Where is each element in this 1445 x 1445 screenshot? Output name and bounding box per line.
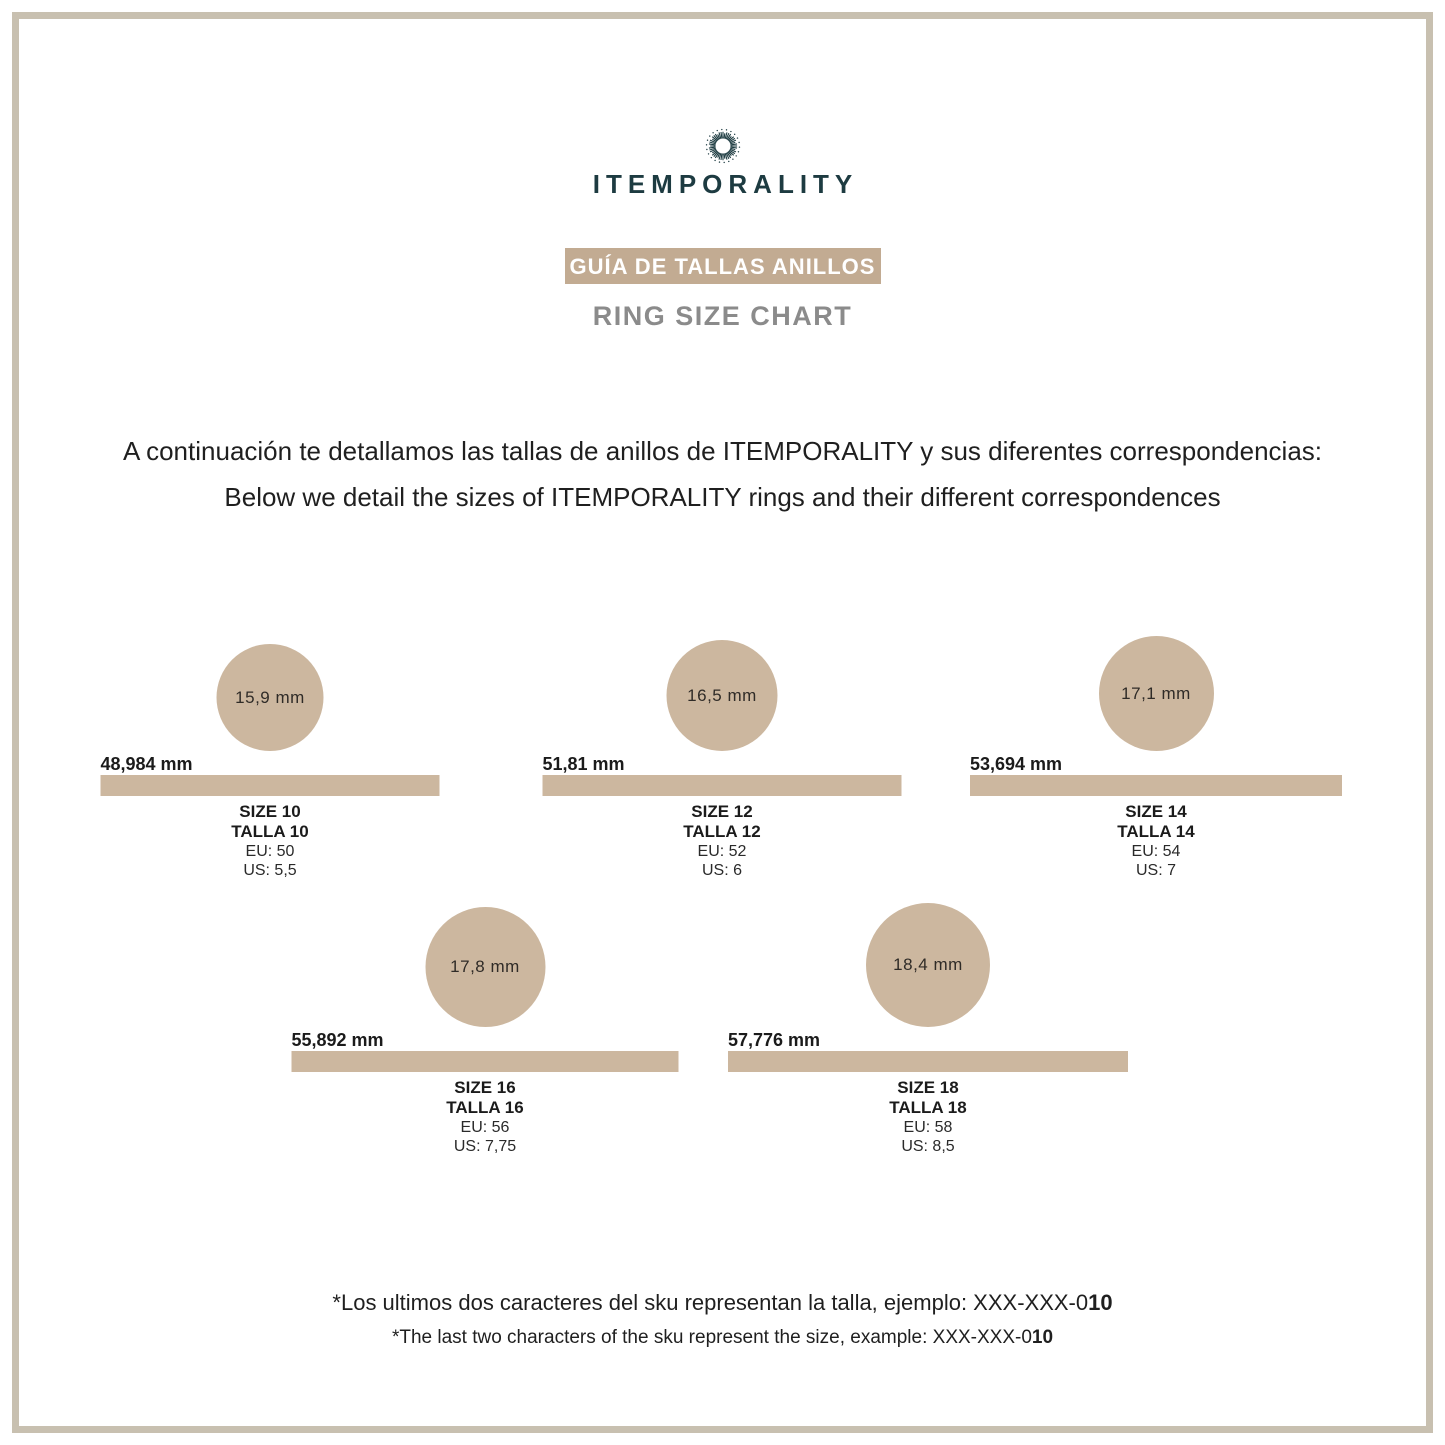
brand-starburst-icon [700, 123, 746, 169]
circumference-bar [970, 775, 1342, 796]
us-size-label: US: 7 [1135, 862, 1176, 879]
eu-size-label: EU: 50 [245, 843, 295, 860]
ring-diameter-circle [217, 644, 324, 751]
circumference-bar [543, 775, 902, 796]
size-es-label: TALLA 14 [1117, 822, 1195, 841]
intro-line-es: A continuación te detallamos las tallas de anillos de ITEMPORALITY y sus diferentes correspondencias: [122, 436, 1323, 466]
size-details [543, 802, 902, 880]
eu-size-label: EU: 54 [1131, 843, 1181, 860]
us-size-label: US: 5,5 [243, 862, 297, 879]
circle-zone [728, 899, 1128, 1027]
size-details [728, 1078, 1128, 1156]
size-en-label: SIZE 10 [239, 802, 301, 821]
ring-diameter-circle [1099, 636, 1214, 751]
page-title: RING SIZE CHART [592, 301, 853, 331]
size-en-label: SIZE 12 [691, 802, 753, 821]
size-es-label: TALLA 16 [446, 1098, 524, 1117]
ring-diameter-circle [425, 907, 545, 1027]
eu-size-label: EU: 58 [903, 1119, 953, 1136]
size-en-label: SIZE 16 [454, 1078, 516, 1097]
circle-zone [292, 899, 679, 1027]
size-entry-14 [970, 639, 1342, 880]
circle-zone [101, 639, 440, 751]
us-size-label: US: 7,75 [453, 1138, 517, 1155]
size-entry-12 [543, 639, 902, 880]
sku-note-en [0, 1326, 1445, 1350]
sku-note-es-bold: 10 [1088, 1290, 1113, 1315]
eu-size-label: EU: 56 [460, 1119, 510, 1136]
sku-note-es-text: *Los ultimos dos caracteres del sku representan la talla, ejemplo: XXX-XXX-0 [332, 1290, 1089, 1315]
sku-note-en-bold: 10 [1031, 1327, 1054, 1348]
sku-note-es [0, 1289, 1445, 1317]
circumference-label: 55,892 mm [291, 1030, 384, 1050]
us-size-label: US: 8,5 [901, 1138, 955, 1155]
circumference-label: 48,984 mm [100, 754, 193, 774]
size-es-label: TALLA 18 [889, 1098, 967, 1117]
diameter-label: 15,9 mm [235, 687, 305, 707]
size-en-label: SIZE 18 [897, 1078, 959, 1097]
size-es-label: TALLA 12 [683, 822, 761, 841]
circumference-bar [101, 775, 440, 796]
diameter-label: 17,8 mm [450, 957, 520, 976]
circle-zone [543, 639, 902, 751]
circle-zone [970, 639, 1342, 751]
intro-text [0, 437, 1445, 529]
circumference-bar [728, 1051, 1128, 1072]
brand-name: ITEMPORALITY [592, 169, 859, 199]
guide-badge-es: GUÍA DE TALLAS ANILLOS [565, 248, 881, 284]
sku-footnotes [0, 1289, 1445, 1350]
ring-diameter-circle [866, 903, 990, 1027]
size-entry-18 [728, 899, 1128, 1156]
size-details [101, 802, 440, 880]
size-entry-10 [101, 639, 440, 880]
circumference-label: 53,694 mm [970, 754, 1063, 774]
size-en-label: SIZE 14 [1125, 802, 1187, 821]
size-details [970, 802, 1342, 880]
size-details [292, 1078, 679, 1156]
size-es-label: TALLA 10 [231, 822, 309, 841]
circumference-bar [292, 1051, 679, 1072]
circumference-label: 57,776 mm [728, 1030, 821, 1050]
diameter-label: 16,5 mm [687, 685, 757, 705]
size-entry-16 [292, 899, 679, 1156]
diameter-label: 18,4 mm [893, 955, 963, 974]
circumference-label: 51,81 mm [542, 754, 625, 774]
sku-note-en-text: *The last two characters of the sku represent the size, example: XXX-XXX-0 [391, 1327, 1032, 1348]
us-size-label: US: 6 [701, 862, 742, 879]
ring-diameter-circle [667, 640, 778, 751]
diameter-label: 17,1 mm [1121, 683, 1191, 703]
intro-line-en: Below we detail the sizes of ITEMPORALITY rings and their different correspondences [224, 482, 1221, 512]
eu-size-label: EU: 52 [697, 843, 747, 860]
